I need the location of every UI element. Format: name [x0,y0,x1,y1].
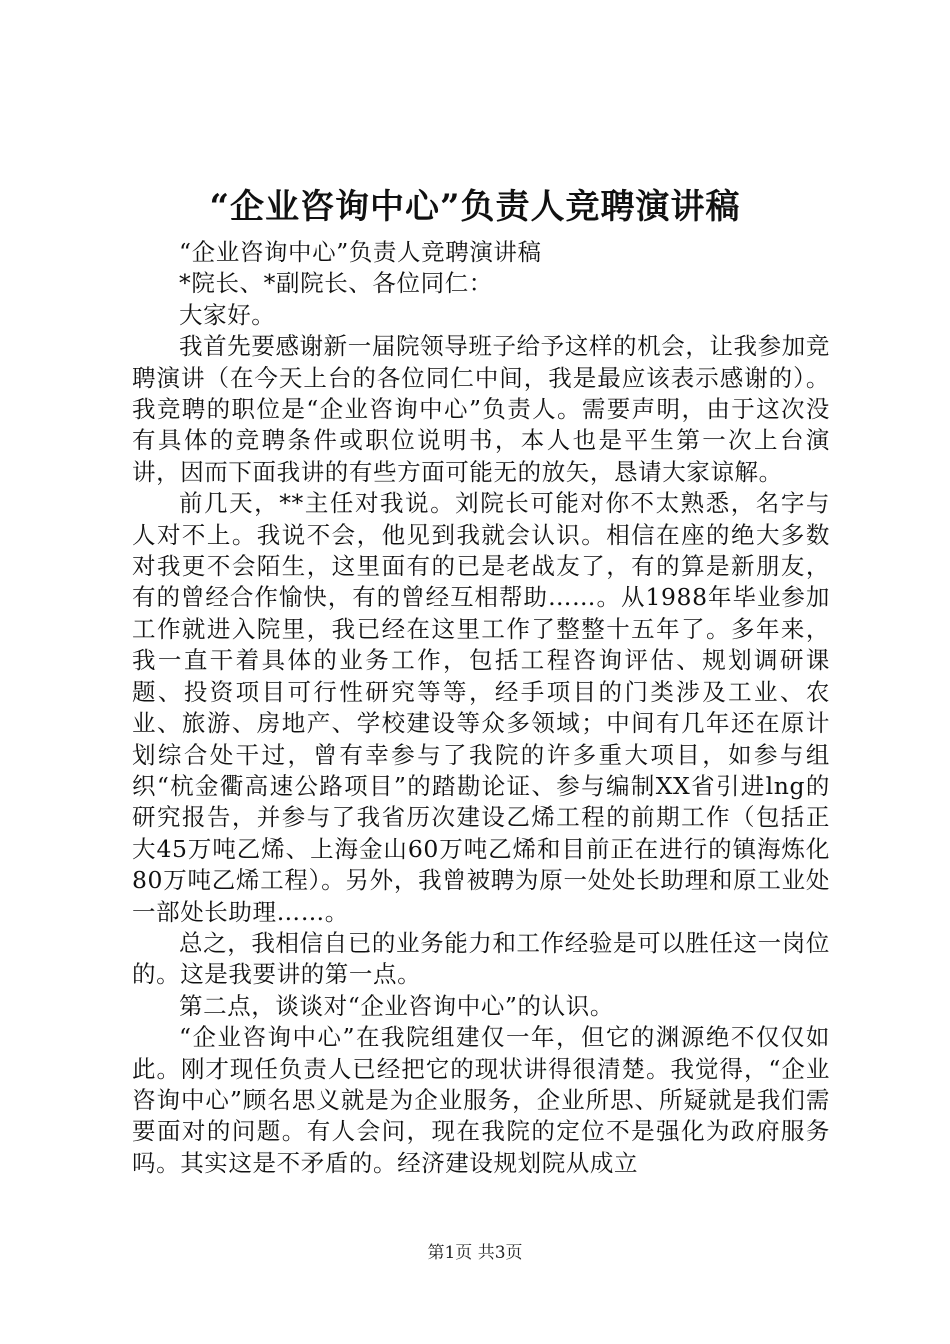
page-title: “企业咨询中心”负责人竞聘演讲稿 [209,187,741,227]
page-number-footer: 第1页 共3页 [427,1243,523,1263]
document-body [132,237,830,1179]
body-paragraph: 总之，我相信自已的业务能力和工作经验是可以胜任这一岗位的。这是我要讲的第一点。 [132,928,830,989]
body-paragraph: “企业咨询中心”负责人竞聘演讲稿 [179,238,542,266]
salutation: *院长、*副院长、各位同仁： [179,269,493,298]
body-paragraph: 我首先要感谢新一届院领导班子给予这样的机会，让我参加竞聘演讲（在今天上台的各位同仁中间，我是最应该表示感谢的）。我竞聘的职位是“企业咨询中心”负责人。需要声明，由于这次没有具体的竞聘条件或职位说明书，本人也是平生第一次上台演讲，因而下面我讲的有些方面可能无的放矢，恳请大家谅解。 [132,332,830,486]
body-paragraph: “企业咨询中心”在我院组建仅一年，但它的渊源绝不仅仅如此。刚才现任负责人已经把它的现状讲得很清楚。我觉得，“企业咨询中心”顾名思义就是为企业服务，企业所思、所疑就是我们需要面对的问题。有人会问，现在我院的定位不是强化为政府服务吗。其实这是不矛盾的。经济建设规划院从成立 [132,1023,830,1177]
body-paragraph: 前几天，**主任对我说。刘院长可能对你不太熟悉，名字与人对不上。我说不会，他见到我就会认识。相信在座的绝大多数对我更不会陌生，这里面有的已是老战友了，有的算是新朋友，有的曾经合作愉快，有的曾经互相帮助……。从1988年毕业参加工作就进入院里，我已经在这里工作了整整十五年了。多年来，我一直干着具体的业务工作，包括工程咨询评估、规划调研课题、投资项目可行性研究等等，经手项目的门类涉及工业、农业、旅游、房地产、学校建设等众多领域；中间有几年还在原计划综合处干过，曾有幸参与了我院的许多重大项目，如参与组织“杭金衢高速公路项目”的踏勘论证、参与编制XX省引进lng的研究报告，并参与了我省历次建设乙烯工程的前期工作（包括正大45万吨乙烯、上海金山60万吨乙烯和目前正在进行的镇海炼化80万吨乙烯工程）。另外，我曾被聘为原一处处长助理和原工业处一部处长助理……。 [132,489,830,926]
greeting: 大家好。 [179,300,276,329]
section-heading: 第二点，谈谈对“企业咨询中心”的认识。 [179,991,614,1020]
